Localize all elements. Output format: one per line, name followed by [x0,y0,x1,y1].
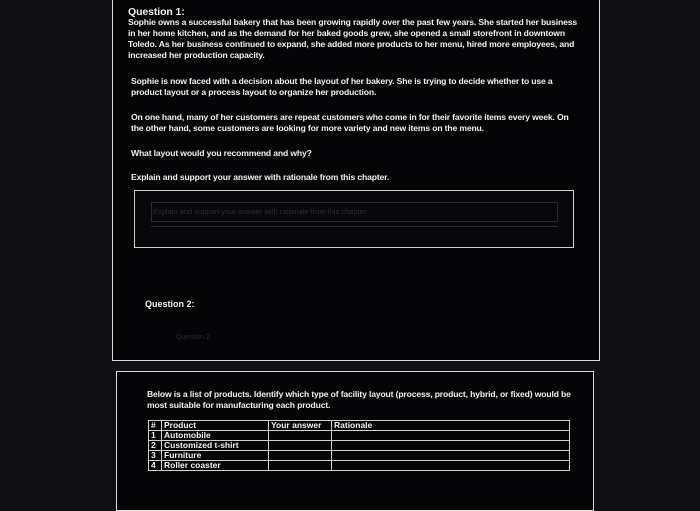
table-row [149,451,570,461]
answer-cell[interactable] [269,431,332,441]
answer-cell[interactable] [269,441,332,451]
row-number: 1 [149,431,162,441]
rationale-cell[interactable] [332,431,570,441]
table-row [149,441,570,451]
rationale-cell[interactable] [332,461,570,471]
rationale-cell[interactable] [332,451,570,461]
table-row [149,431,570,441]
question-prompt: What layout would you recommend and why? [131,148,312,158]
header-rationale: Rationale [332,421,570,431]
row-product: Automobile [162,431,269,441]
table-header-row [149,421,570,431]
question-1-title: Question 1: [128,6,185,18]
decision-paragraph: Sophie is now faced with a decision about the layout of her bakery. She is trying to decide whether to use a product layout or a process layout to organize her production. [131,76,553,97]
products-table [148,420,570,471]
answer-cell[interactable] [269,451,332,461]
answer-cell[interactable] [269,461,332,471]
products-instruction: Below is a list of products. Identify which type of facility layout (process, product, hybrid, or fixed) would be most suitable for manufacturing each product. [147,389,571,410]
answer-placeholder: Explain and support your answer with rationale from this chapter. [153,207,369,216]
header-your-answer: Your answer [269,421,332,431]
row-number: 3 [149,451,162,461]
row-number: 2 [149,441,162,451]
instruction-prompt: Explain and support your answer with rationale from this chapter. [131,172,390,182]
answer-input-line-2[interactable] [151,226,558,245]
row-product: Roller coaster [162,461,269,471]
header-product: Product [162,421,269,431]
row-number: 4 [149,461,162,471]
row-product: Furniture [162,451,269,461]
row-product: Customized t-shirt [162,441,269,451]
question-2-title: Question 2: [145,299,195,309]
scenario-paragraph: Sophie owns a successful bakery that has been growing rapidly over the past few years. She started her business in her home kitchen, and as the demand for her baked goods grew, she opened a small storefront in downtown Toledo. As her business continued to expand, she added more products to her menu, hired more employees, and increased her production capacity. [128,17,577,60]
header-number: # [149,421,162,431]
rationale-cell[interactable] [332,441,570,451]
question-2-ghost-label: Question 2 [176,334,210,341]
customers-paragraph: On one hand, many of her customers are repeat customers who come in for their favorite items every week. On the other hand, some customers are looking for more variety and new items on the menu. [131,112,569,133]
table-row [149,461,570,471]
